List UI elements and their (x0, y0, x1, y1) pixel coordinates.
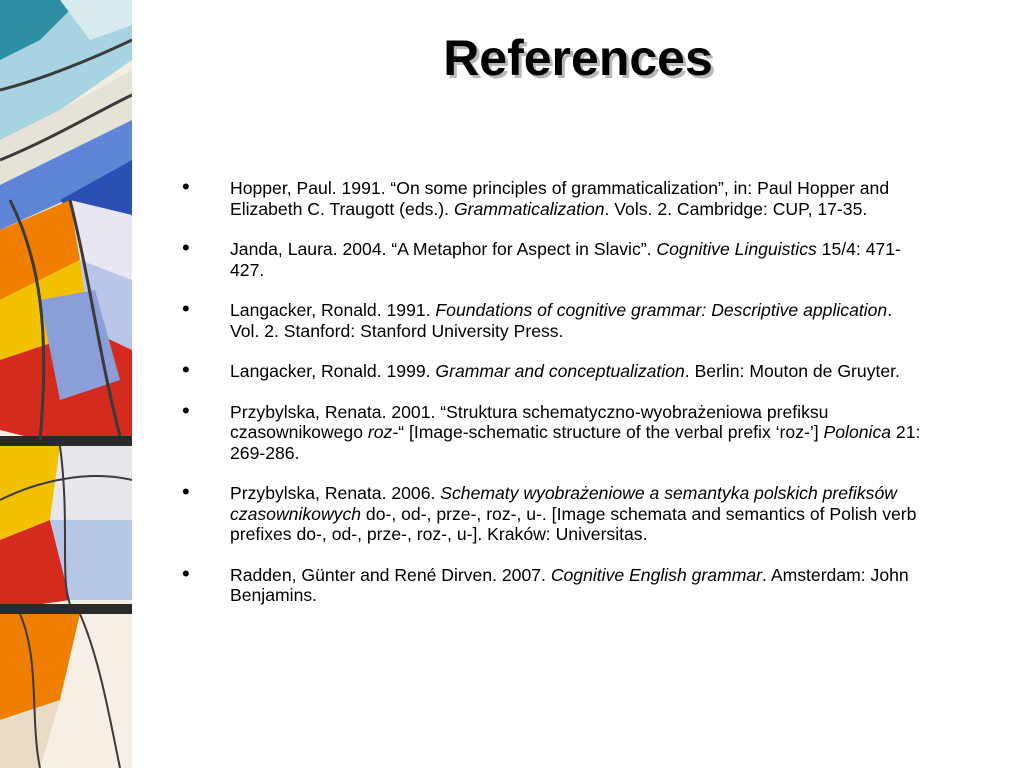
stained-glass-image (0, 0, 132, 768)
reference-item (180, 174, 925, 219)
reference-text (230, 402, 920, 463)
bullet-icon: • (182, 235, 190, 260)
reference-title-italic: roz- (367, 422, 399, 442)
reference-text-segment: Hopper, Paul. 1991. “On some principles of grammaticalization”, in: Paul Hopper and Elizabeth C. Traugott (eds.). (230, 178, 890, 219)
reference-item (180, 397, 925, 464)
reference-text (230, 239, 901, 280)
reference-item (180, 560, 925, 606)
reference-text (230, 361, 900, 381)
reference-text-segment: do-, od-, prze-, roz-, u-. [Image schemata and semantics of Polish verb prefixes do-, od-, prze-, roz-, u-]. Kraków: Universitas. (230, 503, 917, 544)
reference-text (230, 483, 916, 544)
reference-text-segment: . Amsterdam: John Benjamins. (230, 564, 909, 605)
reference-text-segment: . Berlin: Mouton de Gruyter. (684, 361, 900, 381)
bullet-icon: • (182, 296, 190, 321)
reference-text-segment: Radden, Günter and René Dirven. 2007. (230, 564, 551, 585)
reference-list (180, 174, 925, 626)
reference-item (180, 235, 925, 280)
reference-title-italic: Schematy wyobrażeniowe a semantyka polskich prefiksów czasownikowych (230, 483, 897, 524)
reference-text (230, 300, 892, 341)
reference-title-italic: Grammar and conceptualization (435, 361, 685, 381)
reference-text-segment: Langacker, Ronald. 1991. (230, 300, 436, 320)
stained-glass-decoration (0, 0, 132, 768)
reference-item (180, 296, 925, 341)
bullet-icon: • (182, 174, 190, 199)
reference-text-segment: 15/4: 471-427. (230, 239, 901, 280)
reference-text (230, 178, 889, 219)
reference-text-segment: Janda, Laura. 2004. “A Metaphor for Aspect in Slavic”. (230, 239, 657, 259)
reference-title-italic: Cognitive Linguistics (656, 239, 817, 259)
reference-title-italic: Polonica (823, 422, 892, 442)
reference-text-segment: Przybylska, Renata. 2001. “Struktura schematyczno-wyobrażeniowa prefiksu czasownikowego (230, 401, 829, 442)
reference-text-segment: Przybylska, Renata. 2006. (230, 483, 441, 503)
bullet-icon: • (182, 479, 190, 504)
bullet-icon: • (182, 397, 190, 423)
bullet-icon: • (182, 357, 190, 382)
reference-item (180, 357, 925, 382)
reference-title-italic: Cognitive English grammar (550, 564, 763, 585)
reference-text (230, 565, 909, 606)
reference-text-segment: 21: 269-286. (230, 422, 921, 463)
reference-text-segment: “ [Image-schematic structure of the verbal prefix ‘roz-’] (398, 422, 824, 442)
reference-text-segment: . Vol. 2. Stanford: Stanford University Press. (230, 300, 893, 341)
reference-item (180, 479, 925, 545)
reference-title-italic: Grammaticalization (453, 198, 605, 219)
reference-text-segment: Langacker, Ronald. 1999. (230, 361, 436, 381)
reference-title-italic: Foundations of cognitive grammar: Descriptive application (435, 300, 888, 320)
page-title: References (443, 30, 713, 86)
bullet-icon: • (182, 560, 190, 586)
reference-text-segment: . Vols. 2. Cambridge: CUP, 17-35. (604, 198, 868, 219)
